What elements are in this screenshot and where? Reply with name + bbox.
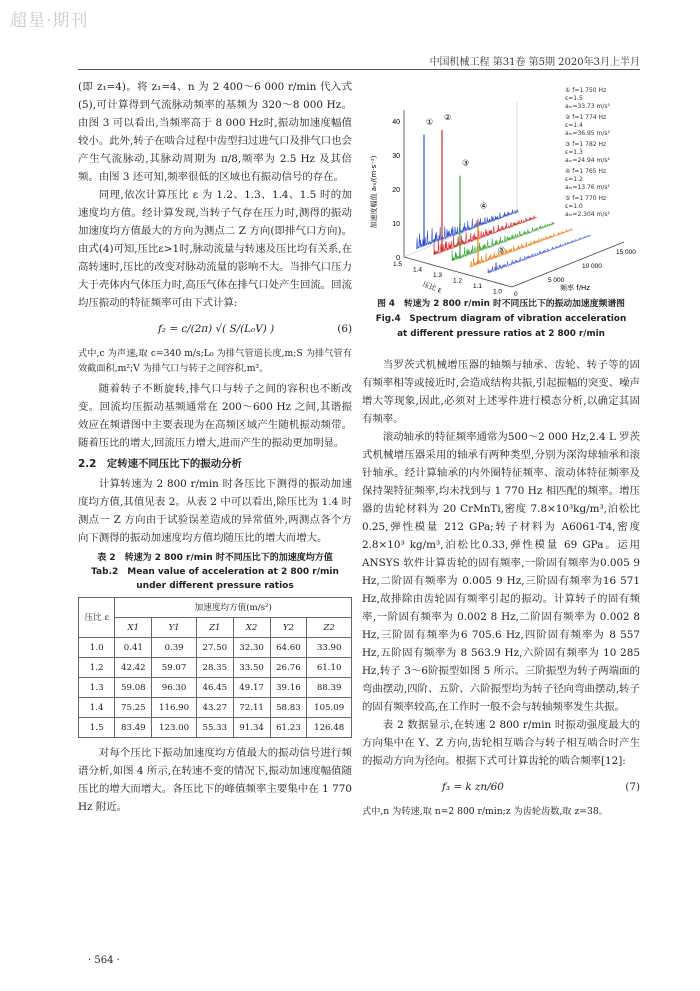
left-paragraph-2: 同理,依次计算压比 ε 为 1.2、1.3、1.4、1.5 时的加速度均方值。经计算发现,当转子气存在压力时,测得的振动加速度均方值最大的方向为测点二 Z 方向(即排气口方向)。由式(4)可知,压比ε>1时,脉动流量与转速及压比均有关系,在高转速时,压比的改变对脉动流量的影响不大。当排气口压力大于壳体内气体压力时,高压气体在排气口处产生回流。回流均压振动的特征频率可由下式计算: [78, 189, 352, 309]
table-col-x2: X2 [233, 618, 270, 638]
peak-marker-4: ④ [480, 201, 488, 211]
table-cell: 0.39 [152, 638, 197, 658]
table-col-z1: Z1 [196, 618, 233, 638]
running-header: 中国机械工程 第31卷 第5期 2020年3月上半月 [429, 57, 640, 68]
figure-caption-en-2: at different pressure ratios at 2 800 r/min [397, 329, 605, 339]
table-cell: 33.90 [307, 638, 352, 658]
left-column [78, 78, 352, 816]
table-head-group: 加速度均方值(m/s²) [115, 598, 352, 618]
left-paragraph-4: 随着转子不断旋转,排气口与转子之间的容积也不断改变。回流均压振动基频通常在 200～600 Hz 之间,其谐振效应在频谱图中主要表现为在高频区域产生随机振动频带。随着压比的增大,回流压力增大,进而产生的振动更加明显。 [78, 383, 352, 449]
table-cell: 39.16 [270, 678, 307, 698]
table-row [79, 698, 352, 718]
table-col-y1: Y1 [152, 618, 197, 638]
table-cell: 91.34 [233, 718, 270, 738]
legend-entry-4: ε=1.2 [565, 176, 583, 183]
table-cell: 123.00 [152, 718, 197, 738]
right-paragraph-2: 滚动轴承的特征频率通常为500～2 000 Hz,2.4 L 罗茨式机械增压器采用的轴承有两种类型,分别为深沟球轴承和滚针轴承。经计算轴承的内外圈特征频率、滚动体特征频率及保持架特征频率,均未找到与 1 770 Hz 相匹配的频率。增压器的齿轮材料为 20 CrMnTi,密度 7.8×10³kg/m³,泊松比 0.25,弹性模量 212 GPa;转子材料为 A6061-T4,密度 2.8×10³ kg/m³,泊松比0.33,弹性模量 69 GPa。运用 ANSYS 软件计算齿轮的固有频率,一阶固有频率为0.005 9 Hz,二阶固有频率为 0.005 9 Hz,三阶固有频率为16 571 Hz,故排除由齿轮固有频率引起的振动。计算转子的固有频率,一阶固有频率为 0.002 8 Hz,二阶固有频率为 0.002 8 Hz,三阶固有频率为6 705.6 Hz,四阶固有频率为 8 557 Hz,五阶固有频率为 8 563.9 Hz,六阶固有频率为 10 285 Hz,转子 3～6阶振型如图 5 所示。三阶振型为转子两端面的弯曲摆动,四阶、五阶、六阶振型均为转子径向弯曲摆动,转子的固有频率较高,在工作时一般不会与转轴频率发生共振。 [362, 431, 640, 713]
equation-6 [78, 316, 352, 342]
y-tick-label: 30 [392, 153, 400, 160]
epsilon-tick-label: 1.3 [432, 272, 442, 279]
table-cell: 59.07 [152, 658, 197, 678]
peak-marker-2: ② [444, 113, 452, 123]
table-cell: 32.30 [233, 638, 270, 658]
peak-marker-5: ⑤ [498, 245, 506, 255]
table-col-y2: Y2 [270, 618, 307, 638]
table-cell: 96.30 [152, 678, 197, 698]
frequency-axis [512, 242, 624, 287]
figure-caption-cn: 图 4 转速为 2 800 r/min 时不同压比下的振动加速度频谱图 [377, 299, 625, 309]
epsilon-tick-label: 1.5 [392, 261, 402, 268]
table-cell: 33.50 [233, 658, 270, 678]
table-cell: 58.83 [270, 698, 307, 718]
table-head-ratio: 压比 ε [79, 598, 115, 638]
y-tick-label: 10 [392, 221, 400, 228]
y-tick-label: 0 [396, 255, 400, 262]
table-cell: 61.23 [270, 718, 307, 738]
frequency-tick-label: 0 [514, 291, 518, 298]
table-col-z2: Z2 [307, 618, 352, 638]
epsilon-tick-label: 1.0 [492, 288, 502, 296]
legend-entry-5: ε=1.0 [565, 203, 583, 210]
epsilon-axis-label: 压比 ε [421, 280, 443, 295]
peak-marker-1: ① [426, 117, 434, 127]
left-paragraph-1: (即 z₁=4)。将 z₁=4、n 为 2 400～6 000 r/min 代入式(5),可计算得到气流脉动频率的基频为 320～8 000 Hz。由图 3 可以看出,当频率高于 8 000 Hz时,振动加速度幅值较小。此外,转子在啮合过程中齿型扫过进气口及排气口也会产生气流脉动,其脉动周期为 π/8,频率为 2.5 Hz 及其倍频。由图 3 还可知,频率很低的区域也有振动信号的存在。 [78, 81, 352, 183]
table-caption-en-1: Tab.2 Mean value of acceleration at 2 800 r/min [91, 567, 339, 577]
right-column [362, 318, 640, 819]
legend-entry-2: ② f=1 774 Hz [565, 114, 607, 121]
right-paragraph-3: 表 2 数据显示,在转速 2 800 r/min 时振动强度最大的方向集中在 Y、Z 方向,齿轮相互啮合与转子相互啮合时产生的振动方向为径向。根据下式可计算齿轮的啮合频率[12]: [362, 719, 640, 767]
legend-entry-4: aₘ=13.76 m/s² [565, 184, 610, 191]
y-tick-label: 40 [392, 119, 400, 126]
frequency-tick-label: 5 000 [548, 277, 565, 284]
table-cell: 1.2 [79, 658, 115, 678]
table-cell: 83.49 [115, 718, 152, 738]
left-paragraph-6: 对每个压比下振动加速度均方值最大的振动信号进行频谱分析,如图 4 所示,在转速不变的情况下,振动加速度幅值随压比的增大而增大。各压比下的峰值频率主要集中在 1 770 Hz 附近。 [78, 747, 352, 813]
table-cell: 1.5 [79, 718, 115, 738]
table-caption-en-2: under different pressure ratios [136, 581, 294, 591]
figure-4-spectrum [362, 82, 640, 298]
table-cell: 43.27 [196, 698, 233, 718]
section-heading-2-2: 2.2 定转速不同压比下的振动分析 [78, 458, 242, 470]
table-cell: 27.50 [196, 638, 233, 658]
table-cell: 42.42 [115, 658, 152, 678]
table-col-x1: X1 [115, 618, 152, 638]
table-2 [78, 597, 352, 738]
table-cell: 46.45 [196, 678, 233, 698]
figure-caption-en-1: Fig.4 Spectrum diagram of vibration acceleration [375, 314, 627, 324]
frequency-axis-label: 频率 f/Hz [560, 284, 590, 292]
equation-7-number: (7) [625, 781, 640, 793]
legend-entry-5: aₘ=2.304 m/s² [565, 211, 610, 218]
equation-6-number: (6) [337, 323, 352, 335]
equation-7-notes: 式中,n 为转速,取 n=2 800 r/min;z 为齿轮齿数,取 z=38。 [362, 806, 608, 817]
table-cell: 72.11 [233, 698, 270, 718]
table-cell: 28.35 [196, 658, 233, 678]
table-cell: 0.41 [115, 638, 152, 658]
table-2-caption [78, 551, 352, 593]
peak-marker-3: ③ [462, 158, 470, 168]
legend-entry-2: ε=1.4 [565, 122, 583, 129]
equation-6-notes: 式中,c 为声速,取 c=340 m/s;L₀ 为排气管道长度,m;S 为排气管有效截面积,m²;V 为排气口与转子之间容积,m³。 [78, 348, 352, 374]
legend-entry-3: ③ f=1 782 Hz [565, 141, 607, 148]
legend-entry-4: ④ f=1 765 Hz [565, 168, 607, 175]
table-cell: 59.08 [115, 678, 152, 698]
epsilon-tick-label: 1.4 [412, 266, 422, 274]
frequency-tick-label: 15 000 [616, 249, 636, 256]
table-caption-cn: 表 2 转速为 2 800 r/min 时不同压比下的加速度均方值 [97, 553, 333, 563]
table-row [79, 638, 352, 658]
table-row [79, 658, 352, 678]
table-cell: 116.90 [152, 698, 197, 718]
table-cell: 55.33 [196, 718, 233, 738]
table-cell: 1.0 [79, 638, 115, 658]
legend-entry-2: aₘ=36.95 m/s² [565, 130, 610, 137]
table-cell: 75.25 [115, 698, 152, 718]
page-number: · 564 · [88, 955, 120, 966]
table-row [79, 718, 352, 738]
right-paragraph-1: 当罗茨式机械增压器的轴频与轴承、齿轮、转子等的固有频率相等或接近时,会造成结构共振,引起振幅的突变、噪声增大等现象,因此,必须对上述零件进行模态分析,以确定其固有频率。 [362, 359, 640, 425]
header-rule [78, 69, 640, 70]
table-row [79, 678, 352, 698]
table-cell: 1.3 [79, 678, 115, 698]
table-cell: 88.39 [307, 678, 352, 698]
table-cell: 26.76 [270, 658, 307, 678]
legend-entry-1: ① f=1 750 Hz [565, 87, 607, 94]
table-cell: 64.60 [270, 638, 307, 658]
watermark: 超星·期刊 [10, 11, 89, 31]
legend-entry-5: ⑤ f=1 770 Hz [565, 195, 607, 202]
table-cell: 126.48 [307, 718, 352, 738]
table-cell: 105.09 [307, 698, 352, 718]
legend-entry-3: ε=1.3 [565, 149, 583, 156]
table-cell: 1.4 [79, 698, 115, 718]
y-tick-label: 20 [392, 187, 400, 194]
equation-7-formula: f₃ = k zn/60 [442, 781, 504, 793]
legend-entry-1: aₘ=33.73 m/s² [565, 103, 610, 110]
left-paragraph-5: 计算转速为 2 800 r/min 时各压比下测得的振动加速度均方值,其值见表 2。从表 2 中可以看出,除压比为 1.4 时测点一 Z 方向由于试验误差造成的异常值外,两测点各个方向下测得的振动加速度均方值均随压比的增大而增大。 [78, 478, 352, 544]
equation-7 [362, 774, 640, 800]
epsilon-tick-label: 1.1 [472, 283, 482, 290]
legend-entry-3: aₘ=24.94 m/s² [565, 157, 610, 164]
epsilon-tick-label: 1.2 [452, 277, 462, 285]
legend-entry-1: ε=1.5 [565, 95, 583, 102]
table-cell: 61.10 [307, 658, 352, 678]
equation-6-formula: f₂ = c/(2π) √( S/(L₀V) ) [158, 323, 275, 335]
table-cell: 49.17 [233, 678, 270, 698]
y-axis-label: 加速度幅值 aₘ/(m·s⁻²) [370, 155, 378, 229]
frequency-tick-label: 10 000 [582, 263, 602, 270]
